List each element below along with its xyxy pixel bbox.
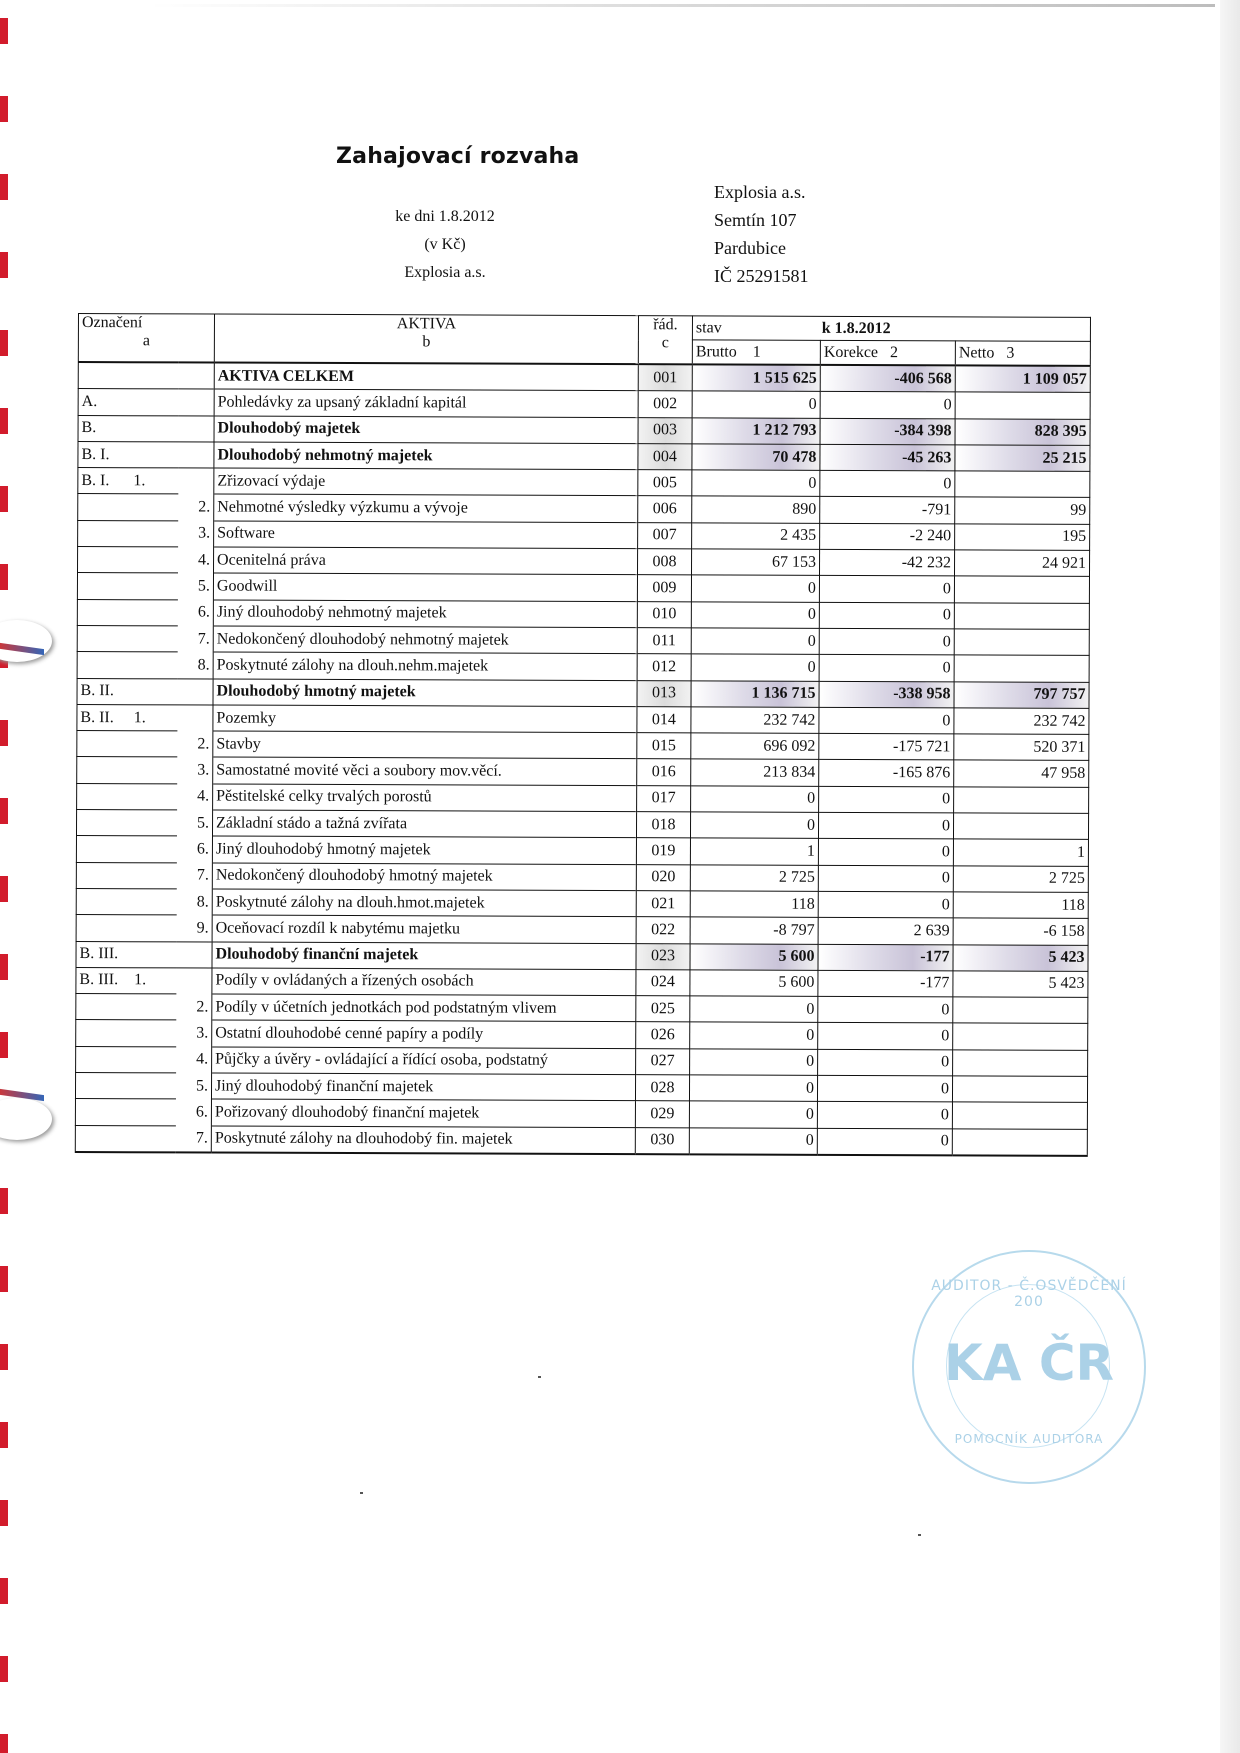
item-number-cell: 9. — [176, 915, 212, 941]
oznaceni-cell — [76, 810, 176, 837]
oznaceni-cell — [76, 994, 176, 1021]
brutto-cell: 2 725 — [690, 864, 818, 891]
netto-cell — [952, 1076, 1087, 1103]
oznaceni-cell — [77, 652, 177, 679]
balance-sheet-table — [75, 313, 1091, 1157]
item-number-cell: 4. — [176, 1047, 212, 1073]
header-netto: Netto 3 — [955, 341, 1090, 366]
item-number-cell: 5. — [176, 810, 212, 836]
table-row — [77, 783, 1089, 813]
item-name-cell: Nedokončený dlouhodobý hmotný majetek — [212, 863, 636, 891]
brutto-cell: 0 — [691, 654, 819, 681]
netto-cell — [952, 1128, 1087, 1155]
item-name-cell: Pořizovaný dlouhodobý finanční majetek — [211, 1099, 635, 1127]
row-code-cell: 006 — [638, 496, 692, 523]
address-ic: IČ 25291581 — [714, 266, 809, 286]
oznaceni-cell — [76, 836, 176, 863]
netto-cell: 99 — [955, 497, 1090, 524]
korekce-cell: 0 — [819, 576, 954, 603]
brutto-cell: 0 — [689, 1127, 817, 1154]
table-row — [77, 678, 1089, 708]
header-stav — [692, 316, 1090, 342]
oznaceni-cell — [75, 1125, 175, 1152]
header-oznaceni-sub: a — [142, 332, 150, 350]
item-name-cell: Goodwill — [213, 573, 637, 601]
oznaceni-cell — [76, 862, 176, 889]
oznaceni-cell — [78, 494, 178, 521]
oznaceni-cell: A. — [78, 389, 178, 416]
oznaceni-cell — [76, 915, 176, 942]
table-row — [76, 862, 1088, 892]
item-name-cell: Oceňovací rozdíl k nabytému majetku — [212, 915, 636, 943]
row-code-cell: 018 — [636, 812, 690, 839]
item-name-cell: Půjčky a úvěry - ovládající a řídící osoba, podstatný — [212, 1047, 636, 1075]
brutto-cell: 0 — [689, 1101, 817, 1128]
table-row — [76, 888, 1088, 918]
table-row — [78, 362, 1090, 393]
brutto-cell: -8 797 — [690, 917, 818, 944]
netto-cell: 828 395 — [955, 418, 1090, 445]
scan-speck — [538, 1376, 541, 1378]
item-name-cell: Podíly v účetních jednotkách pod podstatným vlivem — [212, 994, 636, 1022]
table-row — [76, 1020, 1088, 1050]
table-row — [76, 994, 1088, 1024]
item-number-cell: 5. — [175, 1073, 211, 1099]
table-row — [78, 494, 1090, 524]
top-scan-rule — [150, 4, 1215, 7]
netto-cell — [954, 787, 1089, 814]
header-aktiva — [214, 314, 638, 364]
netto-cell: 1 — [953, 839, 1088, 866]
korekce-cell: 0 — [820, 392, 955, 419]
row-code-cell: 019 — [636, 838, 690, 865]
brutto-cell: 0 — [691, 786, 819, 813]
brutto-cell: 118 — [690, 891, 818, 918]
item-name-cell: Zřizovací výdaje — [214, 468, 638, 496]
brutto-cell: 0 — [690, 812, 818, 839]
netto-cell — [953, 1023, 1088, 1050]
netto-cell: 1 109 057 — [955, 365, 1090, 392]
page-edge-marks — [0, 0, 8, 1753]
brutto-cell: 5 600 — [690, 970, 818, 997]
brutto-cell: 0 — [690, 1022, 818, 1049]
netto-cell — [953, 813, 1088, 840]
oznaceni-cell — [78, 362, 178, 389]
table-row — [76, 915, 1088, 945]
netto-cell — [953, 1050, 1088, 1077]
header-aktiva-sub: b — [422, 333, 431, 351]
item-number-cell: 6. — [176, 836, 212, 862]
item-name-cell: Dlouhodobý majetek — [214, 416, 638, 444]
korekce-cell: -177 — [818, 970, 953, 997]
oznaceni-cell — [77, 573, 177, 600]
table-row — [78, 468, 1090, 498]
header-aktiva-label: AKTIVA — [396, 315, 457, 333]
address-name: Explosia a.s. — [714, 182, 806, 202]
oznaceni-cell — [77, 625, 177, 652]
brutto-cell: 1 136 715 — [691, 680, 819, 707]
table-row — [78, 389, 1090, 419]
oznaceni-cell — [76, 888, 176, 915]
korekce-cell: 0 — [817, 1075, 952, 1102]
oznaceni-cell — [76, 1046, 176, 1073]
netto-cell — [953, 997, 1088, 1024]
netto-cell: 520 371 — [954, 734, 1089, 761]
netto-cell: 118 — [953, 892, 1088, 919]
korekce-cell: 0 — [817, 1102, 952, 1129]
netto-cell — [955, 471, 1090, 498]
table-row — [77, 704, 1089, 734]
korekce-cell: 0 — [818, 891, 953, 918]
oznaceni-cell: B. II. — [77, 678, 177, 705]
table-row — [77, 625, 1089, 655]
korekce-cell: 0 — [818, 1023, 953, 1050]
row-code-cell: 029 — [635, 1101, 689, 1128]
netto-cell: 232 742 — [954, 708, 1089, 735]
item-name-cell: Dlouhodobý nehmotný majetek — [214, 442, 638, 470]
korekce-cell: -791 — [820, 497, 955, 524]
row-code-cell: 030 — [635, 1127, 689, 1154]
item-number-cell — [177, 705, 213, 731]
item-name-cell: Poskytnuté zálohy na dlouh.hmot.majetek — [212, 889, 636, 917]
row-code-cell: 007 — [638, 522, 692, 549]
korekce-cell: -175 721 — [819, 734, 954, 761]
item-name-cell: Jiný dlouhodobý hmotný majetek — [212, 836, 636, 864]
table-row — [77, 573, 1089, 603]
punch-hole — [0, 1098, 52, 1140]
item-name-cell: Jiný dlouhodobý finanční majetek — [211, 1073, 635, 1101]
netto-cell — [954, 629, 1089, 656]
netto-cell: 24 921 — [954, 550, 1089, 577]
korekce-cell: 0 — [817, 1128, 952, 1155]
brutto-cell: 213 834 — [691, 759, 819, 786]
brutto-cell: 2 435 — [692, 523, 820, 550]
item-name-cell: Dlouhodobý finanční majetek — [212, 942, 636, 970]
item-number-cell: 2. — [177, 731, 213, 757]
row-code-cell: 013 — [637, 680, 691, 707]
brutto-cell: 70 478 — [692, 444, 820, 471]
korekce-cell: -2 240 — [820, 523, 955, 550]
row-code-cell: 023 — [636, 943, 690, 970]
row-code-cell: 001 — [638, 364, 692, 391]
item-name-cell: Pohledávky za upsaný základní kapitál — [214, 389, 638, 417]
table-row — [77, 599, 1089, 629]
korekce-cell: -42 232 — [819, 549, 954, 576]
table-row — [77, 652, 1089, 682]
brutto-cell: 0 — [690, 996, 818, 1023]
stamp-bottom-text: POMOCNÍK AUDITORA — [954, 1432, 1104, 1446]
item-number-cell: 8. — [176, 889, 212, 915]
header-rad — [638, 316, 692, 365]
item-number-cell — [178, 389, 214, 415]
item-number-cell: 7. — [177, 626, 213, 652]
korekce-cell: 0 — [818, 1049, 953, 1076]
company-line: Explosia a.s. — [404, 264, 486, 281]
row-code-cell: 027 — [636, 1048, 690, 1075]
korekce-cell: 0 — [818, 839, 953, 866]
korekce-cell: 0 — [819, 786, 954, 813]
header-stav-date: k 1.8.2012 — [821, 319, 891, 337]
item-number-cell: 5. — [177, 573, 213, 599]
netto-cell: 5 423 — [953, 944, 1088, 971]
oznaceni-cell: B. III. — [76, 941, 176, 968]
brutto-cell: 1 212 793 — [692, 417, 820, 444]
table-row — [76, 967, 1088, 997]
row-code-cell: 003 — [638, 417, 692, 444]
item-name-cell: Pozemky — [213, 705, 637, 733]
item-name-cell: Podíly v ovládaných a řízených osobách — [212, 968, 636, 996]
header-oznaceni-label: Označení — [81, 314, 143, 332]
netto-cell — [955, 392, 1090, 419]
item-name-cell: Nehmotné výsledky výzkumu a vývoje — [214, 495, 638, 523]
netto-cell — [954, 603, 1089, 630]
header-brutto: Brutto 1 — [692, 340, 820, 365]
table-row — [75, 1125, 1087, 1156]
korekce-cell: 0 — [818, 865, 953, 892]
item-number-cell — [177, 678, 213, 704]
item-number-cell: 2. — [178, 494, 214, 520]
table-row — [78, 547, 1090, 577]
item-name-cell: AKTIVA CELKEM — [214, 363, 638, 391]
netto-cell — [952, 1102, 1087, 1129]
brutto-cell: 890 — [692, 496, 820, 523]
oznaceni-cell: B. II. 1. — [77, 704, 177, 731]
brutto-cell: 696 092 — [691, 733, 819, 760]
header-stav-label: stav — [695, 318, 722, 336]
korekce-cell: 0 — [819, 602, 954, 629]
row-code-cell: 022 — [636, 917, 690, 944]
brutto-cell: 1 — [690, 838, 818, 865]
item-name-cell: Nedokončený dlouhodobý nehmotný majetek — [213, 626, 637, 654]
auditor-stamp — [912, 1250, 1146, 1484]
brutto-cell: 67 153 — [691, 549, 819, 576]
document-title: Zahajovací rozvaha — [336, 144, 580, 169]
table-header-row — [78, 314, 1090, 342]
item-name-cell: Poskytnuté zálohy na dlouhodobý fin. majetek — [211, 1126, 635, 1154]
item-number-cell — [178, 468, 214, 494]
page-shadow — [1220, 0, 1240, 1753]
item-name-cell: Software — [214, 521, 638, 549]
brutto-cell: 5 600 — [690, 943, 818, 970]
row-code-cell: 024 — [636, 969, 690, 996]
item-number-cell: 4. — [177, 784, 213, 810]
row-code-cell: 026 — [636, 1022, 690, 1049]
table-row — [78, 520, 1090, 550]
item-number-cell: 2. — [176, 994, 212, 1020]
table-row — [75, 1073, 1087, 1103]
korekce-cell: -177 — [818, 944, 953, 971]
korekce-cell: -384 398 — [820, 418, 955, 445]
item-number-cell: 6. — [177, 600, 213, 626]
netto-cell: 2 725 — [953, 866, 1088, 893]
stamp-logo: KA ČR — [943, 1334, 1115, 1392]
oznaceni-cell — [75, 1099, 175, 1126]
netto-cell — [954, 576, 1089, 603]
item-number-cell: 6. — [175, 1099, 211, 1125]
item-number-cell — [176, 968, 212, 994]
brutto-cell: 0 — [691, 575, 819, 602]
korekce-cell: -165 876 — [819, 760, 954, 787]
brutto-cell: 0 — [689, 1075, 817, 1102]
date-line: ke dni 1.8.2012 — [395, 208, 495, 225]
table-row — [78, 441, 1090, 471]
item-name-cell: Samostatné movité věci a soubory mov.věcí. — [213, 757, 637, 785]
netto-cell: -6 158 — [953, 918, 1088, 945]
item-name-cell: Poskytnuté zálohy na dlouh.nehm.majetek — [213, 652, 637, 680]
oznaceni-cell — [77, 757, 177, 784]
row-code-cell: 016 — [637, 759, 691, 786]
netto-cell: 47 958 — [954, 760, 1089, 787]
brutto-cell: 0 — [690, 1049, 818, 1076]
korekce-cell: -406 568 — [820, 365, 955, 392]
brutto-cell: 0 — [691, 602, 819, 629]
row-code-cell: 012 — [637, 654, 691, 681]
brutto-cell: 0 — [691, 628, 819, 655]
address-street: Semtín 107 — [714, 210, 797, 230]
netto-cell: 797 757 — [954, 681, 1089, 708]
item-number-cell: 3. — [177, 757, 213, 783]
item-name-cell: Dlouhodobý hmotný majetek — [213, 679, 637, 707]
brutto-cell: 1 515 625 — [692, 364, 820, 391]
korekce-cell: 2 639 — [818, 918, 953, 945]
brutto-cell: 0 — [692, 391, 820, 418]
item-number-cell: 8. — [177, 652, 213, 678]
table-row — [78, 415, 1090, 445]
item-number-cell: 3. — [178, 521, 214, 547]
address-city: Pardubice — [714, 238, 786, 258]
oznaceni-cell — [77, 599, 177, 626]
row-code-cell: 009 — [637, 575, 691, 602]
oznaceni-cell: B. I. — [78, 441, 178, 468]
brutto-cell: 0 — [692, 470, 820, 497]
header-korekce: Korekce 2 — [820, 340, 955, 365]
row-code-cell: 021 — [636, 891, 690, 918]
netto-cell — [954, 655, 1089, 682]
korekce-cell: 0 — [819, 628, 954, 655]
oznaceni-cell — [77, 783, 177, 810]
row-code-cell: 002 — [638, 391, 692, 418]
row-code-cell: 011 — [637, 628, 691, 655]
item-number-cell: 7. — [176, 863, 212, 889]
row-code-cell: 005 — [638, 470, 692, 497]
oznaceni-cell: B. I. 1. — [78, 468, 178, 495]
item-name-cell: Základní stádo a tažná zvířata — [212, 810, 636, 838]
stamp-ring-text: AUDITOR - Č.OSVĚDČENÍ 200 — [931, 1278, 1127, 1310]
netto-cell: 5 423 — [953, 971, 1088, 998]
scan-speck — [360, 1492, 363, 1494]
item-name-cell: Ocenitelná práva — [214, 547, 638, 575]
oznaceni-cell — [78, 520, 178, 547]
item-number-cell — [178, 442, 214, 468]
item-name-cell: Ostatní dlouhodobé cenné papíry a podíly — [212, 1020, 636, 1048]
table-row — [76, 836, 1088, 866]
punch-hole — [0, 620, 52, 662]
oznaceni-cell: B. III. 1. — [76, 967, 176, 994]
oznaceni-cell — [75, 1073, 175, 1100]
row-code-cell: 010 — [637, 601, 691, 628]
oznaceni-cell — [76, 1020, 176, 1047]
korekce-cell: 0 — [819, 655, 954, 682]
oznaceni-cell — [78, 547, 178, 574]
korekce-cell: 0 — [820, 471, 955, 498]
netto-cell: 25 215 — [955, 445, 1090, 472]
header-rad-label: řád. — [653, 316, 678, 334]
row-code-cell: 015 — [637, 733, 691, 760]
row-code-cell: 025 — [636, 996, 690, 1023]
item-number-cell — [176, 941, 212, 967]
korekce-cell: 0 — [819, 707, 954, 734]
oznaceni-cell — [77, 731, 177, 758]
table-row — [76, 941, 1088, 971]
item-number-cell — [178, 362, 214, 389]
header-rad-sub: c — [661, 334, 669, 352]
oznaceni-cell: B. — [78, 415, 178, 442]
table-row — [77, 731, 1089, 761]
row-code-cell: 008 — [637, 549, 691, 576]
table-row — [76, 810, 1088, 840]
row-code-cell: 028 — [635, 1075, 689, 1102]
item-name-cell: Jiný dlouhodobý nehmotný majetek — [213, 600, 637, 628]
row-code-cell: 014 — [637, 707, 691, 734]
item-number-cell — [178, 415, 214, 441]
row-code-cell: 020 — [636, 864, 690, 891]
row-code-cell: 004 — [638, 444, 692, 471]
korekce-cell: 0 — [818, 996, 953, 1023]
netto-cell: 195 — [955, 524, 1090, 551]
korekce-cell: -45 263 — [820, 444, 955, 471]
table-row — [75, 1099, 1087, 1129]
brutto-cell: 232 742 — [691, 707, 819, 734]
currency-line: (v Kč) — [424, 236, 466, 253]
item-number-cell: 4. — [178, 547, 214, 573]
table-row — [77, 757, 1089, 787]
item-number-cell: 3. — [176, 1020, 212, 1046]
item-number-cell: 7. — [175, 1125, 211, 1152]
item-name-cell: Pěstitelské celky trvalých porostů — [213, 784, 637, 812]
table-row — [76, 1046, 1088, 1076]
item-name-cell: Stavby — [213, 731, 637, 759]
korekce-cell: 0 — [818, 812, 953, 839]
korekce-cell: -338 958 — [819, 681, 954, 708]
header-oznaceni — [78, 314, 214, 363]
row-code-cell: 017 — [637, 785, 691, 812]
scan-speck — [918, 1534, 921, 1536]
